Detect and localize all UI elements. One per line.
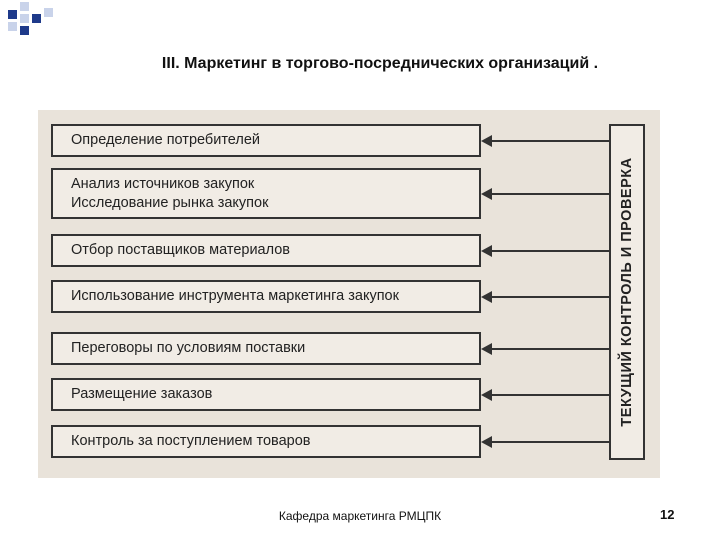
step-label: Определение потребителей — [71, 132, 261, 148]
step-box — [51, 124, 481, 157]
step-label: Контроль за поступлением товаров — [71, 433, 311, 449]
page-number: 12 — [660, 507, 675, 522]
arrow-left-icon — [483, 348, 609, 350]
process-diagram — [38, 110, 660, 478]
step-label: Анализ источников закупок — [71, 175, 255, 192]
step-label: Переговоры по условиям поставки — [71, 340, 306, 356]
slide-title: III. Маркетинг в торгово-посреднических организаций . — [161, 55, 599, 72]
step-label: Отбор поставщиков материалов — [71, 242, 291, 258]
footer-text: Кафедра маркетинга РМЦПК — [278, 509, 442, 523]
step-box — [51, 234, 481, 267]
step-box — [51, 168, 481, 219]
step-box — [51, 280, 481, 313]
step-label: Размещение заказов — [71, 386, 213, 402]
step-box — [51, 378, 481, 411]
step-box — [51, 332, 481, 365]
corner-decoration — [0, 0, 60, 40]
arrow-left-icon — [483, 193, 609, 195]
arrow-left-icon — [483, 441, 609, 443]
control-label: ТЕКУЩИЙ КОНТРОЛЬ И ПРОВЕРКА — [619, 157, 635, 427]
control-box — [609, 124, 645, 460]
arrow-left-icon — [483, 250, 609, 252]
arrow-left-icon — [483, 394, 609, 396]
arrow-left-icon — [483, 140, 609, 142]
step-box — [51, 425, 481, 458]
arrow-left-icon — [483, 296, 609, 298]
step-label: Исследование рынка закупок — [71, 194, 269, 211]
step-label: Использование инструмента маркетинга закупок — [71, 288, 399, 304]
